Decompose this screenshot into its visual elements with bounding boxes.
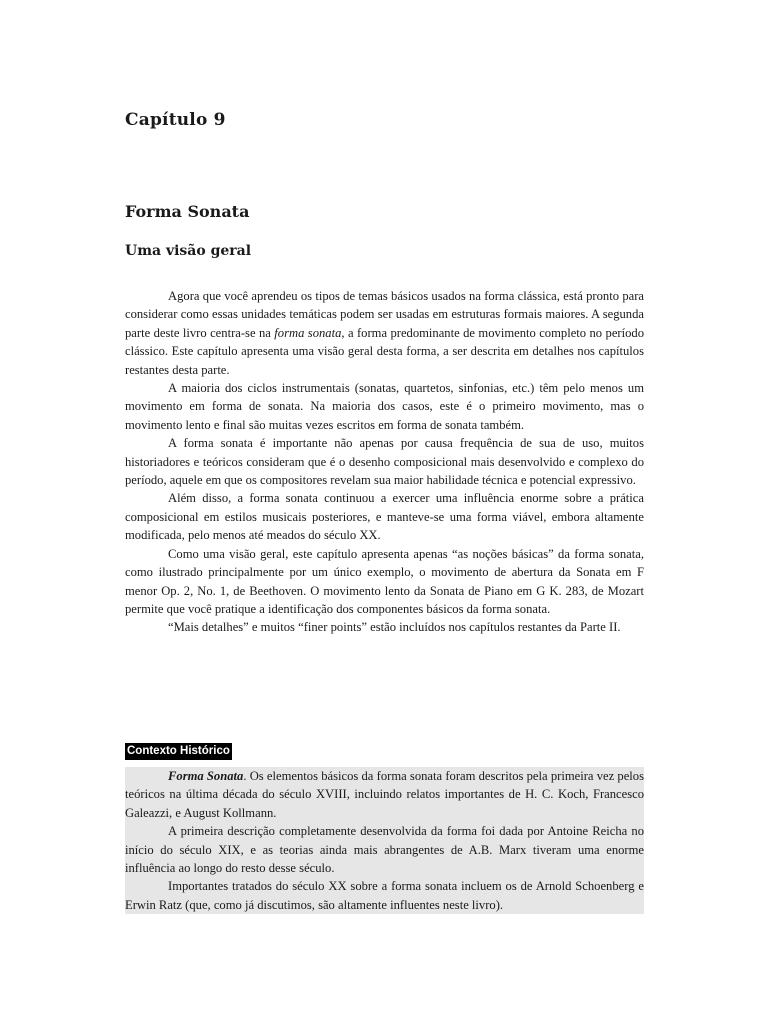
history-paragraph-1 [125, 767, 644, 822]
body-text [125, 287, 644, 637]
history-paragraph-1-text: . Os elementos básicos da forma sonata foram descritos pela primeira vez pelos teóricos na última década do século XVIII, incluindo relatos importantes de H. C. Koch, Francesco Galeazzi, e August Kollmann. [125, 769, 644, 820]
history-paragraph-2: A primeira descrição completamente desenvolvida da forma foi dada por Antoine Reicha no início do século XIX, e as teorias ainda mais abrangentes de A.B. Marx tiveram uma enorme influência ao longo do resto desse século. [125, 824, 644, 876]
history-label: Contexto Histórico [125, 743, 232, 760]
chapter-heading: Capítulo 9 [125, 110, 226, 130]
paragraph-6: “Mais detalhes” e muitos “finer points” estão incluídos nos capítulos restantes da Parte II. [168, 620, 621, 635]
history-box [125, 767, 644, 914]
page-title: Forma Sonata [125, 202, 250, 221]
paragraph-2: A maioria dos ciclos instrumentais (sonatas, quartetos, sinfonias, etc.) têm pelo menos um movimento em forma de sonata. Na maioria dos casos, este é o primeiro movimento, mas o movimento lento e final são muitas vezes escritos em forma de sonata também. [125, 381, 644, 432]
history-paragraph-3: Importantes tratados do século XX sobre a forma sonata incluem os de Arnold Schoenberg e Erwin Ratz (que, como já discutimos, são altamente influentes neste livro). [125, 879, 644, 912]
section-subtitle: Uma visão geral [125, 243, 252, 259]
paragraph-1-start: Agora que você aprendeu os tipos de temas básicos usados na forma clássica, está pronto para considerar como essas unidades temáticas podem ser usadas em estruturas formais maiores. A segunda parte deste livro centra-se na [125, 289, 644, 340]
paragraph-4: Além disso, a forma sonata continuou a exercer uma influência enorme sobre a prática composicional em estilos musicais posteriores, e manteve-se uma forma viável, embora altamente modificada, pelo menos até meados do século XX. [125, 491, 644, 543]
paragraph-3: A forma sonata é importante não apenas por causa frequência de sua de uso, muitos historiadores e teóricos consideram que é o desenho composicional mais desenvolvido e complexo do período, aquele em que os compositores revelam sua maior habilidade técnica e potencial expressivo. [125, 436, 644, 488]
paragraph-1 [125, 287, 644, 379]
history-term: Forma Sonata [168, 769, 244, 783]
paragraph-1-end: a forma predominante de movimento completo no período clássico. Este capítulo apresenta uma visão geral desta forma, a ser descrita em detalhes nos capítulos restantes desta parte. [125, 325, 644, 377]
paragraph-5: Como uma visão geral, este capítulo apresenta apenas “as noções básicas” da forma sonata, como ilustrado principalmente por um único exemplo, o movimento de abertura da Sonata em F menor Op. 2, No. 1, de Beethoven. O movimento lento da Sonata de Piano em G K. 283, de Mozart permite que você pratique a identificação dos componentes básicos da forma sonata. [125, 546, 644, 616]
paragraph-1-emphasis: forma sonata, [274, 325, 345, 340]
